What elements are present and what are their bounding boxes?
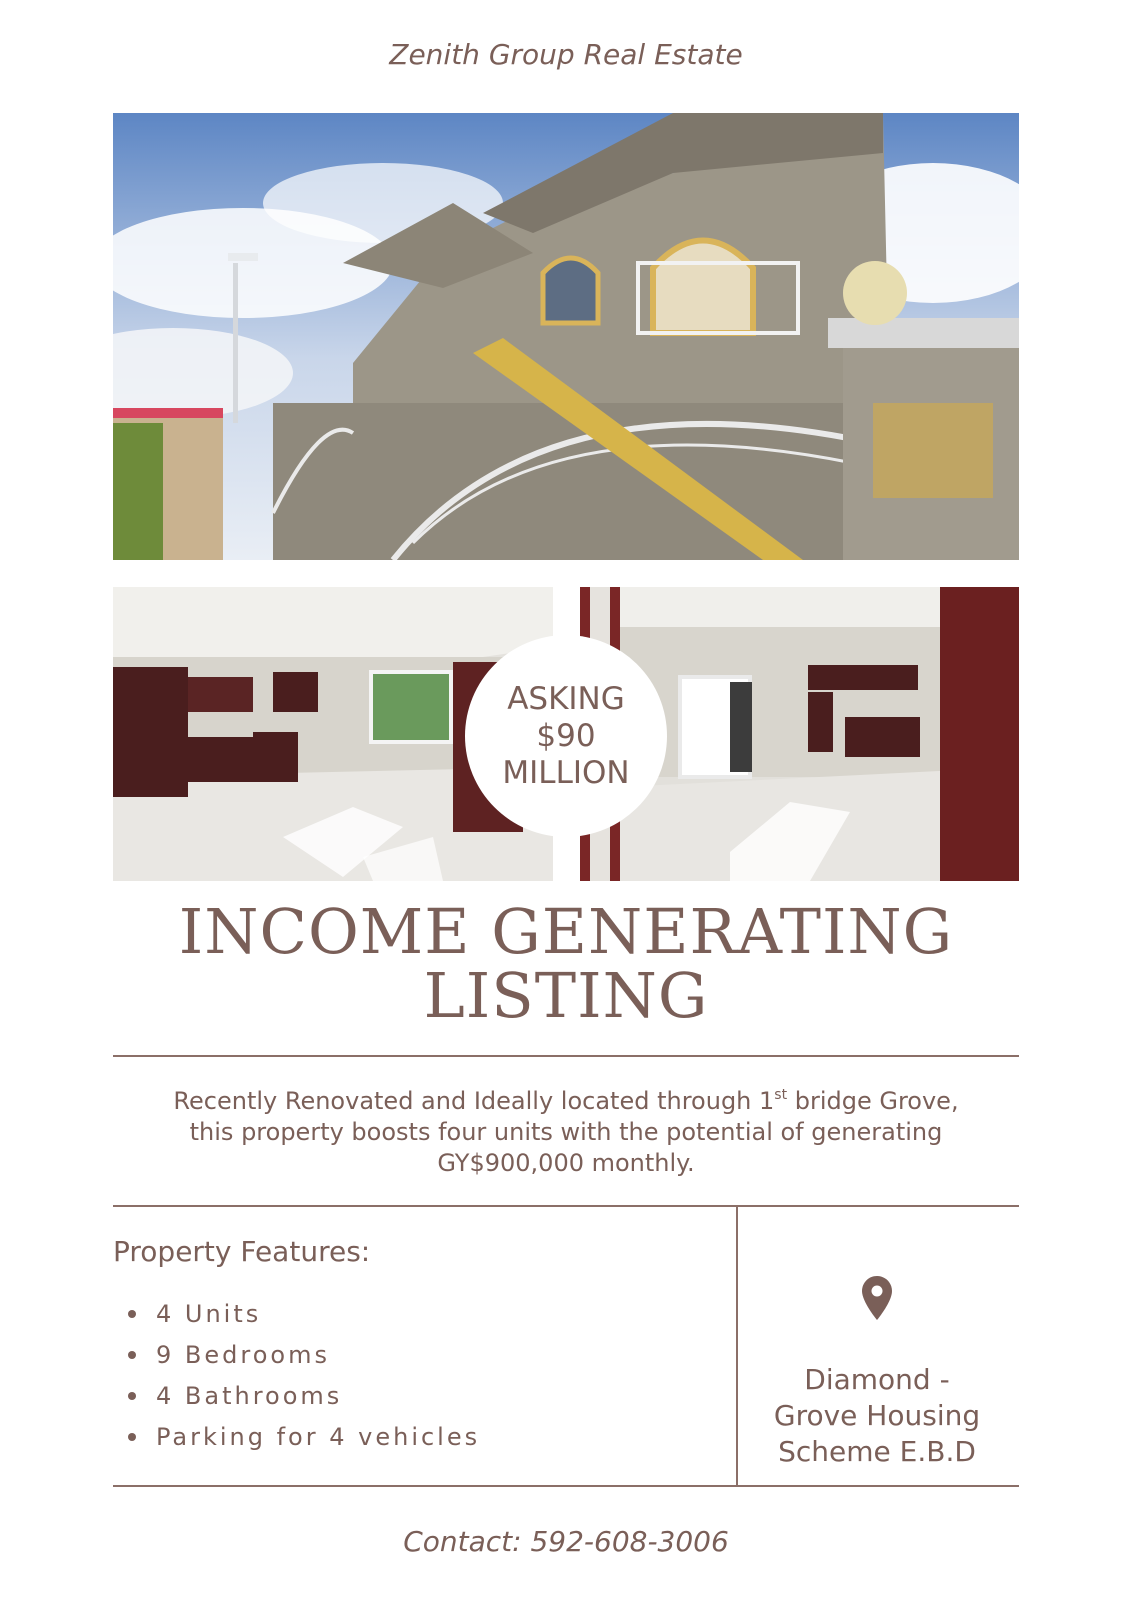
vertical-divider: [736, 1206, 738, 1486]
feature-label: 9 Bedrooms: [156, 1340, 330, 1369]
features-title: Property Features:: [113, 1235, 371, 1268]
brand-name: Zenith Group Real Estate: [389, 38, 743, 71]
bullet-icon: [128, 1351, 136, 1359]
house-exterior-photo: [113, 113, 1019, 560]
listing-headline: [113, 895, 1019, 1032]
map-pin-icon: [862, 1276, 892, 1320]
price-badge-line2: $90: [536, 717, 596, 754]
description-part2: bridge Grove,: [787, 1087, 959, 1115]
listing-description: [150, 1086, 982, 1179]
feature-item: [128, 1375, 480, 1416]
bullet-icon: [128, 1392, 136, 1400]
description-line3: GY$900,000 monthly.: [437, 1149, 695, 1177]
location-line1: Diamond -: [804, 1363, 950, 1396]
headline-line2: LISTING: [423, 959, 709, 1032]
divider: [113, 1055, 1019, 1057]
feature-item: [128, 1334, 480, 1375]
feature-label: 4 Units: [156, 1299, 262, 1328]
divider: [113, 1485, 1019, 1487]
feature-item: [128, 1416, 480, 1457]
location-line2: Grove Housing: [773, 1399, 981, 1432]
description-line2: this property boosts four units with the potential of generating: [189, 1118, 943, 1146]
feature-label: 4 Bathrooms: [156, 1381, 343, 1410]
asking-price-badge: [465, 635, 667, 837]
contact-phone[interactable]: Contact: 592-608-3006: [403, 1525, 729, 1558]
price-badge-line1: ASKING: [507, 680, 625, 717]
bullet-icon: [128, 1433, 136, 1441]
property-location: [746, 1362, 1008, 1470]
price-badge-line3: MILLION: [502, 754, 630, 791]
description-superscript: st: [774, 1087, 788, 1103]
divider: [113, 1205, 1019, 1207]
feature-label: Parking for 4 vehicles: [156, 1422, 481, 1451]
feature-item: [128, 1293, 480, 1334]
features-list: [128, 1293, 480, 1457]
description-part1: Recently Renovated and Ideally located through 1: [173, 1087, 775, 1115]
location-line3: Scheme E.B.D: [778, 1435, 976, 1468]
headline-line1: INCOME GENERATING: [178, 895, 954, 968]
bullet-icon: [128, 1310, 136, 1318]
